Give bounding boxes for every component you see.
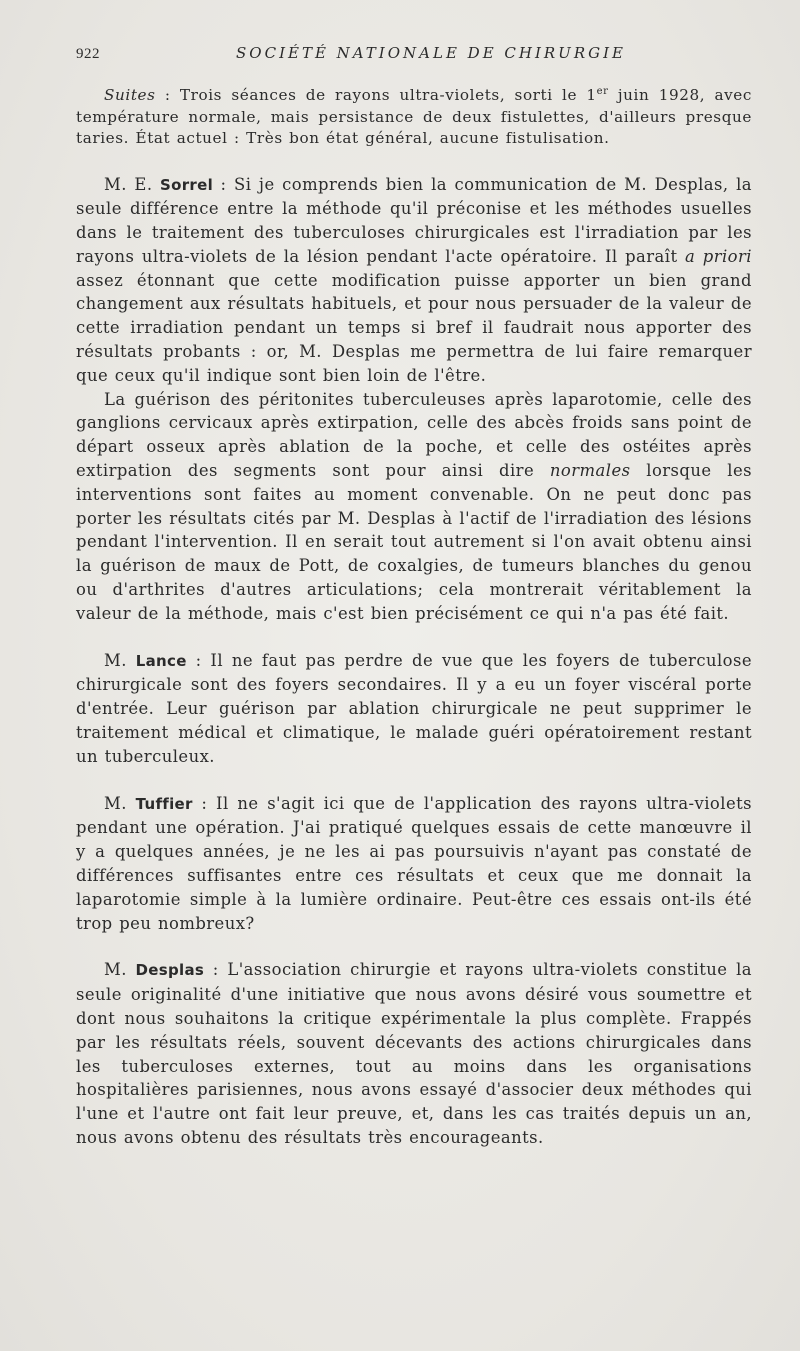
desplas-text: : L'association chirurgie et rayons ultra-violets constitue la seule originalité d'une initiative que nous avons désiré vous soumettre et dont nous souhaitons la critique expérimentale la plus complète. Frappés par les résultats réels, souvent décevants des actions chirurgicales dans les tuberculoses externes, tout au moins dans les organisations hospitalières parisiennes, nous avons essayé d'associer deux méthodes qui l'une et l'autre ont fait leur preuve, et, dans les cas traités depuis un an, nous avons obtenu des résultats très encourageants. [76,960,752,1147]
sorrel2-italic: normales [549,461,631,481]
page-header [76,44,756,68]
suites-text-a: : Trois séances de rayons ultra-violets, sorti le 1 [155,86,597,104]
speaker-sorrel: Sorrel [160,175,214,194]
suites-superscript: er [596,85,609,97]
tuffier-text: : Il ne s'agit ici que de l'application des rayons ultra-violets pendant une opération. J'ai pratiqué quelques essais de cette manœuvre il y a quelques années, je ne les ai pas poursuivis n'ayant pas constaté de différences suffisantes entre ces résultats et ceux que me donnait la laparotomie simple à la lumière ordinaire. Peut-être ces essais ont-ils été trop peu nombreux? [76,793,752,933]
sorrel2-text-a: La guérison des péritonites tuberculeuses après laparotomie, celle des ganglions cervicaux après extirpation, celle des abcès froids sans point de départ osseux après ablation de la poche, et celle des ostéites après extirpation des segments sont pour ainsi dire [76,389,752,481]
suites-label: Suites [104,86,156,104]
paragraph-tuffier [76,792,752,936]
lance-text: : Il ne faut pas perdre de vue que les foyers de tuberculose chirurgicale sont des foyers secondaires. Il y a eu un foyer viscéral porte d'entrée. Leur guérison par ablation chirurgicale ne peut supprimer le traitement médical et climatique, le malade guéri opératoirement restant un tuberculeux. [76,650,752,766]
paragraph-desplas [76,958,752,1149]
paragraph-suites [76,85,752,150]
sorrel-prefix: M. E. [104,174,160,194]
suites-text-b: juin 1928, avec température normale, mais persistance de deux fistulettes, d'ailleurs presque taries. État actuel : Très bon état général, aucune fistulisation. [76,86,753,147]
sorrel-italic: a priori [685,246,752,266]
sorrel2-text-b: lorsque les interventions sont faites au moment convenable. On ne peut donc pas porter les résultats cités par M. Desplas à l'actif de l'irradiation des lésions pendant l'intervention. Il en serait tout autrement si l'on avait obtenu ainsi la guérison de maux de Pott, de coxalgies, de tumeurs blanches du genou ou d'arthrites d'autres articulations; cela montrerait véritablement la valeur de la méthode, mais c'est bien précisément ce qui n'a pas été fait. [76,461,753,623]
desplas-prefix: M. [104,960,136,980]
speaker-lance: Lance [135,651,187,670]
paragraph-lance [76,649,752,769]
sorrel-text-a: : Si je comprends bien la communication de M. Desplas, la seule différence entre la méthode qu'il préconise et les méthodes usuelles dans le traitement des tuberculoses chirurgicales est l'irradiation par les rayons ultra-violets de la lésion pendant l'acte opératoire. Il paraît [76,174,752,266]
speaker-desplas: Desplas [135,961,205,980]
speaker-tuffier: Tuffier [135,794,193,813]
paragraph-sorrel [76,173,752,388]
sorrel-text-b: assez étonnant que cette modification puisse apporter un bien grand changement aux résultats habituels, et pour nous persuader de la valeur de cette irradiation pendant un temps si bref il faudrait nous apporter des résultats probants : or, M. Desplas me permettra de lui faire remarquer que ceux qu'il indique sont bien loin de l'être. [76,270,752,385]
lance-prefix: M. [104,650,136,670]
paragraph-sorrel-continued [76,388,752,626]
page-number: 922 [76,46,100,62]
page-body [76,85,752,1150]
running-title: SOCIÉTÉ NATIONALE DE CHIRURGIE [236,44,626,62]
tuffier-prefix: M. [104,793,136,813]
